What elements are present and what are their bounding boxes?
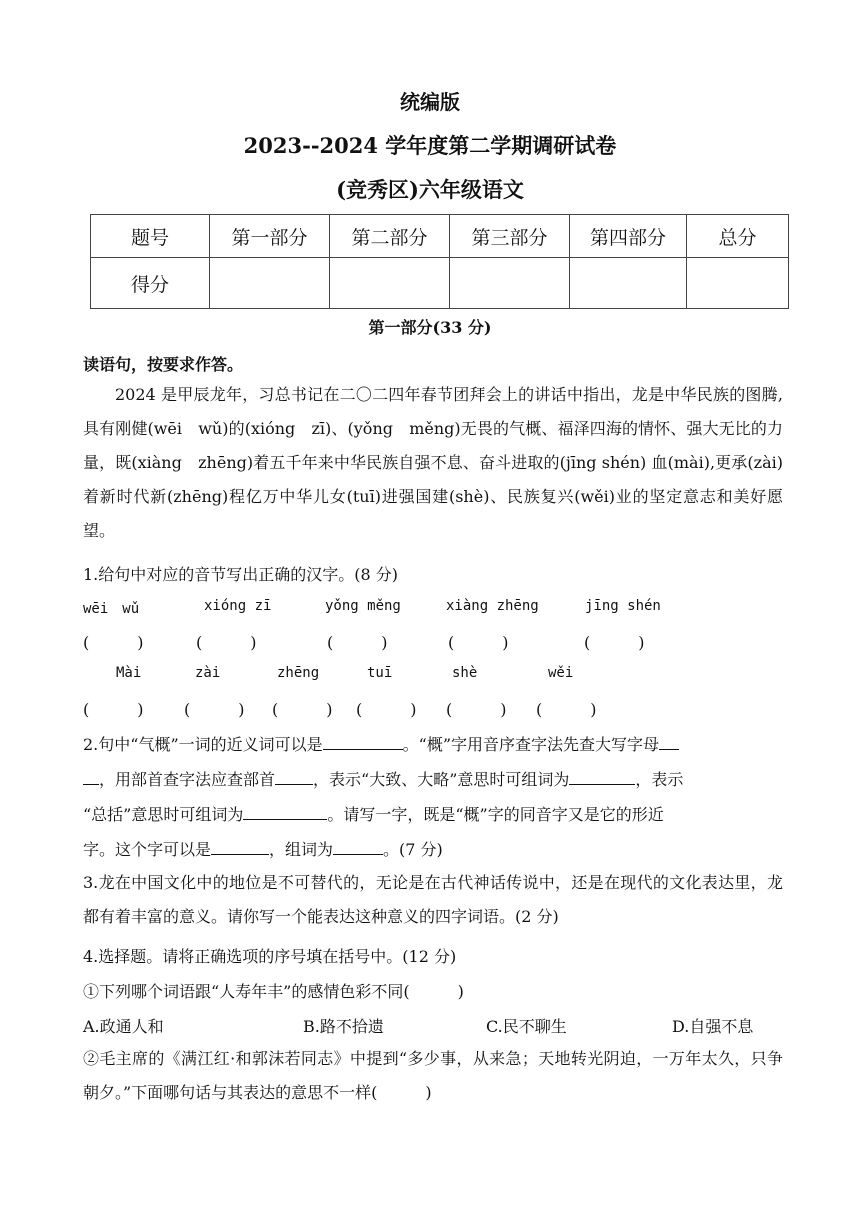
question-4: 4.选择题。请将正确选项的序号填在括号中。(12 分): [83, 947, 457, 966]
question-3: 3.龙在中国文化中的地位是不可替代的，无论是在古代神话传说中，还是在现代的文化表达里，龙都有着丰富的意义。请你写一个能表达这种意义的四字词语。(2 分): [83, 873, 783, 926]
option-d[interactable]: D.自强不息: [672, 1017, 754, 1036]
answer-blank[interactable]: ( ): [83, 700, 144, 719]
q2-text: 。(7 分): [383, 840, 443, 859]
fill-blank[interactable]: [569, 768, 635, 785]
score-row-label: 得分: [91, 258, 210, 309]
fill-blank[interactable]: [243, 803, 327, 820]
fill-blank[interactable]: [211, 838, 269, 855]
pinyin-item: yǒng měng: [325, 598, 401, 614]
header-cell: 第一部分: [210, 215, 330, 258]
score-cell: [330, 258, 450, 309]
q2-text: ，表示: [635, 770, 684, 789]
score-cell: [687, 258, 789, 309]
q2-text: 字。这个字可以是: [83, 840, 212, 859]
exam-subtitle: (竞秀区)六年级语文: [336, 177, 524, 202]
pinyin-item: jīng shén: [585, 598, 661, 614]
score-cell: [450, 258, 570, 309]
question-2-line-3: [83, 802, 783, 825]
q2-text: ，用部首查字法应查部首: [99, 770, 276, 789]
question-4-1: ①下列哪个词语跟“人寿年丰”的感情色彩不同( ): [83, 982, 464, 1001]
pinyin-item: wěi: [548, 665, 574, 681]
exam-title: 2023--2024 学年度第二学期调研试卷: [243, 133, 617, 158]
q2-text: 2.句中“气概”一词的近义词可以是: [83, 735, 323, 754]
score-cell: [570, 258, 687, 309]
question-4-2: ②毛主席的《满江红·和郭沫若同志》中提到“多少事，从来急；天地转光阴迫，一万年太久，只争朝夕。”下面哪句话与其表达的意思不一样( ): [83, 1049, 783, 1102]
q2-text: 。请写一字，既是“概”字的同音字又是它的形近: [327, 805, 664, 824]
pinyin-item: zhēng: [277, 665, 320, 681]
fill-blank[interactable]: [659, 733, 679, 750]
question-2-line-4: [83, 837, 783, 860]
pinyin-item: wēi wǔ: [83, 601, 140, 617]
q2-text: ，表示“大致、大略”意思时可组词为: [313, 770, 570, 789]
header-cell: 第三部分: [450, 215, 570, 258]
header-cell: 第四部分: [570, 215, 687, 258]
fill-blank[interactable]: [323, 733, 403, 750]
score-row: [91, 258, 789, 309]
answer-blank[interactable]: ( ): [448, 633, 509, 652]
answer-blank[interactable]: ( ): [327, 633, 388, 652]
option-b[interactable]: B.路不拾遗: [303, 1017, 384, 1036]
fill-blank[interactable]: [83, 768, 99, 785]
pinyin-item: zài: [195, 665, 221, 681]
fill-blank[interactable]: [333, 838, 383, 855]
pinyin-item: xiàng zhēng: [446, 598, 539, 614]
answer-blank[interactable]: ( ): [584, 633, 645, 652]
pinyin-item: shè: [452, 665, 478, 681]
part1-title: 第一部分(33 分): [368, 318, 492, 337]
option-c[interactable]: C.民不聊生: [486, 1017, 567, 1036]
answer-blank[interactable]: ( ): [196, 633, 257, 652]
question-2-line-2: [83, 767, 783, 790]
answer-blank[interactable]: ( ): [83, 633, 144, 652]
answer-blank[interactable]: ( ): [184, 700, 245, 719]
answer-blank[interactable]: ( ): [272, 700, 333, 719]
pinyin-item: xióng zī: [204, 598, 272, 614]
q2-text: “总括”意思时可组词为: [83, 805, 244, 824]
header-cell: 题号: [91, 215, 210, 258]
q2-text: ，组词为: [269, 840, 334, 859]
header-cell: 总分: [687, 215, 789, 258]
pinyin-item: Mài: [116, 665, 142, 681]
answer-blank[interactable]: ( ): [536, 700, 597, 719]
score-table-header-row: [91, 215, 789, 258]
passage: 2024 是甲辰龙年，习总书记在二〇二四年春节团拜会上的讲话中指出，龙是中华民族的图腾,具有刚健(wēi wǔ)的(xióng zī)、(yǒng měng)无畏的气概、福泽四海的情怀、强大无比的力量，既(xiàng zhēng)着五千年来中华民族自强不息、奋斗进取的(jīng shén) 血(mài),更承(zài)着新时代新(zhēng)程亿万中华儿女(tuī)进强国建(shè)、民族复兴(wěi)业的坚定意志和美好愿望。: [83, 385, 783, 540]
answer-blank[interactable]: ( ): [446, 700, 507, 719]
edition-label: 统编版: [400, 90, 460, 114]
q2-text: 。“概”字用音序查字法先查大写字母: [402, 735, 660, 754]
header-cell: 第二部分: [330, 215, 450, 258]
fill-blank[interactable]: [275, 768, 313, 785]
question-2-line-1: [83, 732, 783, 755]
question-1: 1.给句中对应的音节写出正确的汉字。(8 分): [83, 565, 399, 584]
score-cell: [210, 258, 330, 309]
answer-blank[interactable]: ( ): [356, 700, 417, 719]
pinyin-item: tuī: [367, 665, 393, 681]
score-table: [90, 214, 789, 309]
option-a[interactable]: A.政通人和: [83, 1017, 164, 1036]
part1-instruction: 读语句，按要求作答。: [83, 355, 244, 374]
